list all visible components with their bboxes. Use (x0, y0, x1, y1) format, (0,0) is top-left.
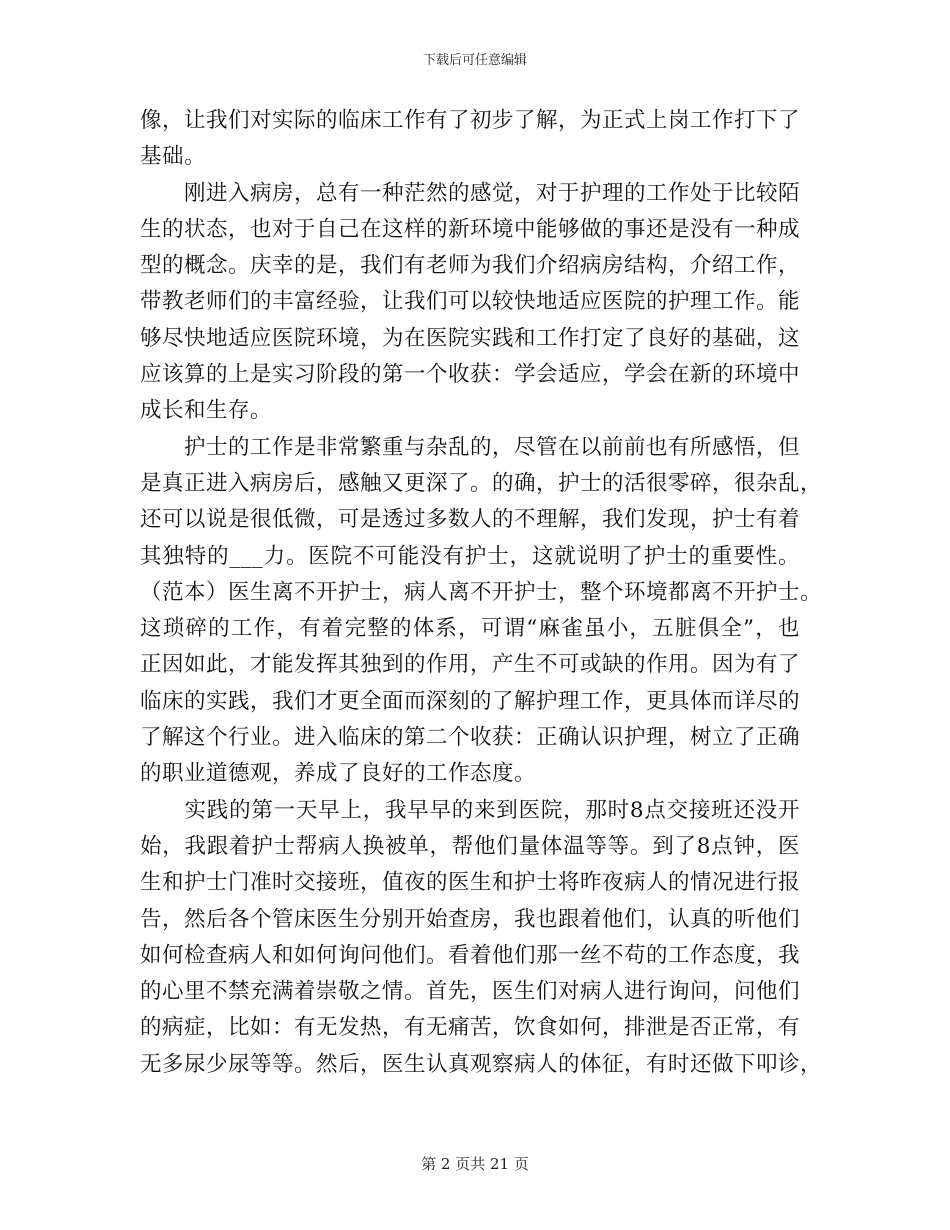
page-footer: 第 2 页共 21 页 (421, 1155, 529, 1173)
text-line: 像，让我们对实际的临床工作有了初步了解，为正式上岗工作打下了 (140, 108, 801, 133)
text-line: 告，然后各个管床医生分别开始查房，我也跟着他们，认真的听他们 (140, 906, 801, 932)
text-line: 无多尿少尿等等。然后，医生认真观察病人的体征，有时还做下叩诊， (140, 1051, 823, 1077)
text-line: 还可以说是很低微，可是透过多数人的不理解，我们发现，护士有着 (140, 507, 801, 533)
document-body (140, 103, 823, 1083)
page-header: 下载后可任意编辑 (422, 53, 527, 68)
text-line: 成长和生存。 (140, 398, 273, 424)
text-line: 其独特的___力。医院不可能没有护士，这就说明了护士的重要性。 (140, 543, 800, 569)
text-line: 的病症，比如：有无发热，有无痛苦，饮食如何，排泄是否正常，有 (140, 1015, 801, 1041)
text-line: 刚进入病房，总有一种茫然的感觉，对于护理的工作处于比较陌 (140, 180, 801, 206)
text-line: 的心里不禁充满着崇敬之情。首先，医生们对病人进行询问，问他们 (140, 979, 801, 1005)
text-line: 带教老师们的丰富经验，让我们可以较快地适应医院的护理工作。能 (140, 289, 801, 315)
text-line: 始，我跟着护士帮病人换被单，帮他们量体温等等。到了8点钟，医 (140, 833, 800, 859)
text-line: 这琐碎的工作，有着完整的体系，可谓“麻雀虽小，五脏俱全”，也 (140, 616, 800, 642)
text-line: 生的状态，也对于自己在这样的新环境中能够做的事还是没有一种成 (140, 216, 801, 242)
text-line: 够尽快地适应医院环境，为在医院实践和工作打定了良好的基础，这 (140, 325, 801, 351)
text-line: 基础。 (140, 144, 207, 170)
text-line: 实践的第一天早上，我早早的来到医院，那时8点交接班还没开 (140, 797, 800, 823)
text-line: 正因如此，才能发挥其独到的作用，产生不可或缺的作用。因为有了 (140, 652, 801, 678)
text-line: 护士的工作是非常繁重与杂乱的，尽管在以前前也有所感悟，但 (140, 434, 801, 460)
text-line: 了解这个行业。进入临床的第二个收获：正确认识护理，树立了正确 (140, 725, 801, 751)
text-line: （范本）医生离不开护士，病人离不开护士，整个环境都离不开护士。 (140, 579, 823, 605)
text-line: 的职业道德观，养成了良好的工作态度。 (140, 761, 537, 787)
text-line: 生和护士门准时交接班，值夜的医生和护士将昨夜病人的情况进行报 (140, 870, 801, 896)
text-line: 如何检查病人和如何询问他们。看着他们那一丝不苟的工作态度，我 (140, 942, 801, 968)
text-line: 型的概念。庆幸的是，我们有老师为我们介绍病房结构，介绍工作， (140, 253, 801, 279)
text-line: 临床的实践，我们才更全面而深刻的了解护理工作，更具体而详尽的 (140, 688, 801, 714)
text-line: 应该算的上是实习阶段的第一个收获：学会适应，学会在新的环境中 (140, 362, 801, 388)
text-line: 是真正进入病房后，感触又更深了。的确，护士的活很零碎，很杂乱， (140, 470, 823, 496)
